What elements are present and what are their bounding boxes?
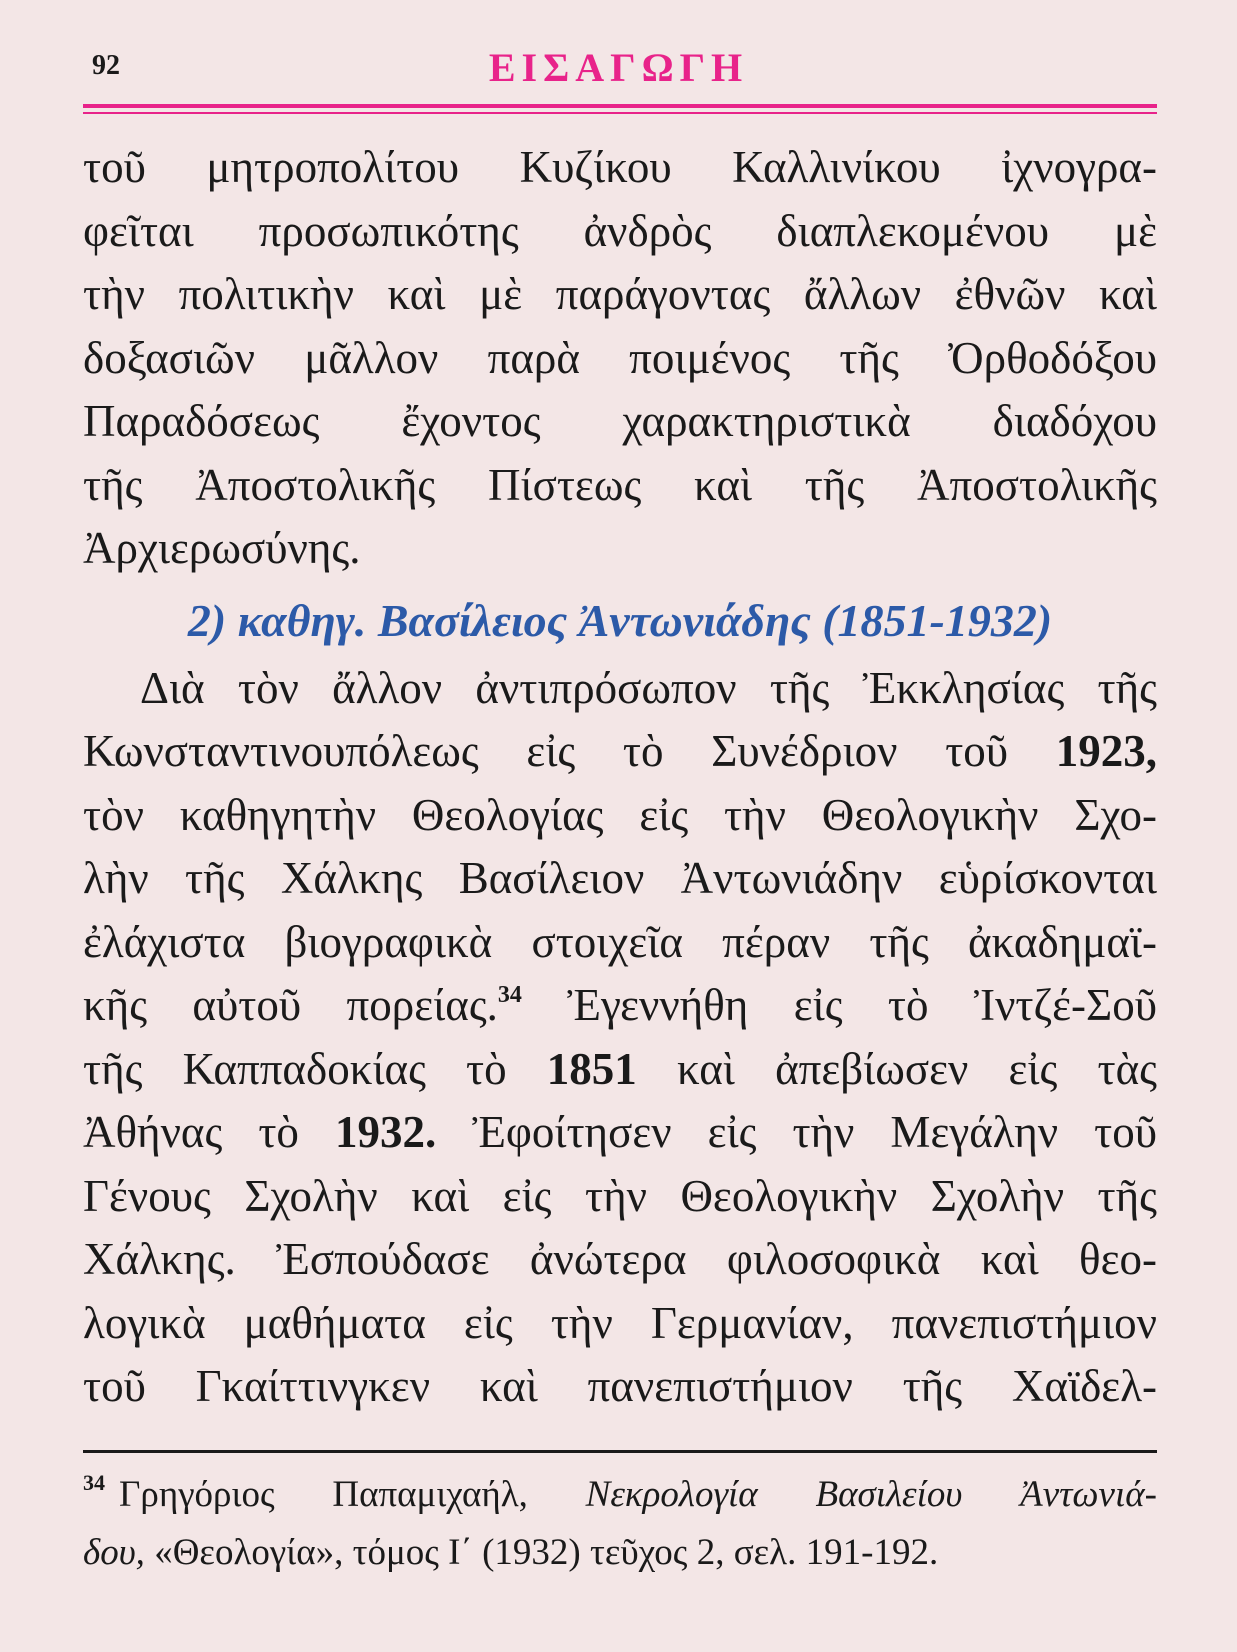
line-text: Ἐφοίτησεν εἰς τὴν Μεγάλην τοῦ bbox=[436, 1107, 1157, 1157]
body-text bbox=[83, 136, 1157, 1419]
year-1923: 1923, bbox=[1055, 726, 1157, 776]
year-1851: 1851 bbox=[546, 1043, 637, 1094]
text-line: ἐλάχιστα βιογραφικὰ στοιχεῖα πέραν τῆς ἀκαδημαϊ- bbox=[83, 916, 1157, 967]
text-line bbox=[83, 1101, 1157, 1165]
text-line: φεῖται προσωπικότης ἀνδρὸς διαπλεκομένου μὲ bbox=[83, 205, 1157, 256]
text-line: λογικὰ μαθήματα εἰς τὴν Γερμανίαν, πανεπιστήμιον bbox=[83, 1297, 1157, 1348]
footnote-number: 34 bbox=[83, 1470, 105, 1495]
footnote-line bbox=[83, 1524, 1157, 1582]
text-line bbox=[83, 1038, 1157, 1102]
text-line bbox=[83, 720, 1157, 784]
footnote-rule bbox=[83, 1450, 1157, 1453]
text-line: τὸν καθηγητὴν Θεολογίας εἰς τὴν Θεολογικὴν Σχο- bbox=[83, 789, 1157, 840]
footnote-reference[interactable]: 34 bbox=[497, 982, 522, 1008]
text-line: Διὰ τὸν ἄλλον ἀντιπρόσωπον τῆς Ἐκκλησίας τῆς bbox=[140, 662, 1157, 713]
line-text: τῆς Καππαδοκίας τὸ bbox=[83, 1043, 547, 1094]
line-text: Ἀθήνας τὸ bbox=[83, 1107, 335, 1157]
line-text: κῆς αὐτοῦ πορείας. bbox=[83, 980, 498, 1030]
footnote-title: δου, bbox=[83, 1532, 145, 1573]
footnote-author: Γρηγόριος Παπαμιχαήλ, bbox=[119, 1474, 586, 1515]
text-line bbox=[83, 974, 1157, 1038]
text-line: Παραδόσεως ἔχοντος χαρακτηριστικὰ διαδόχου bbox=[83, 396, 1157, 446]
year-1932: 1932. bbox=[334, 1107, 437, 1157]
line-text: καὶ ἀπεβίωσεν εἰς τὰς bbox=[636, 1043, 1157, 1094]
footnote bbox=[83, 1466, 1157, 1582]
line-text: Κωνσταντινουπόλεως εἰς τὸ Συνέδριον τοῦ bbox=[83, 726, 1056, 776]
header-rule bbox=[83, 104, 1157, 114]
text-line: Ἀρχιερωσύνης. bbox=[83, 523, 361, 573]
line-text: Ἐγεννήθη εἰς τὸ Ἰντζέ-Σοῦ bbox=[521, 980, 1157, 1030]
text-line: τὴν πολιτικὴν καὶ μὲ παράγοντας ἄλλων ἐθνῶν καὶ bbox=[83, 269, 1157, 319]
text-line: τῆς Ἀποστολικῆς Πίστεως καὶ τῆς Ἀποστολικῆς bbox=[83, 459, 1157, 510]
text-line: τοῦ μητροπολίτου Κυζίκου Καλλινίκου ἰχνογρα- bbox=[83, 142, 1157, 192]
text-line: Γένους Σχολὴν καὶ εἰς τὴν Θεολογικὴν Σχολὴν τῆς bbox=[83, 1170, 1157, 1221]
footnote-source: «Θεολογία», τόμος Ι΄ (1932) τεῦχος 2, σελ. 191-192. bbox=[144, 1532, 939, 1573]
section-heading: 2) καθηγ. Βασίλειος Ἀντωνιάδης (1851-1932) bbox=[187, 594, 1053, 646]
footnote-title: Νεκρολογία Βασιλείου Ἀντωνιά- bbox=[585, 1474, 1157, 1515]
text-line: τοῦ Γκαίττινγκεν καὶ πανεπιστήμιον τῆς Χαϊδελ- bbox=[83, 1361, 1157, 1411]
page-number: 92 bbox=[92, 50, 120, 81]
running-title: ΕΙΣΑΓΩΓΗ bbox=[488, 45, 749, 90]
footnote-line bbox=[83, 1466, 1157, 1524]
text-line: Χάλκης. Ἐσπούδασε ἀνώτερα φιλοσοφικὰ καὶ θεο- bbox=[83, 1234, 1157, 1284]
text-line: λὴν τῆς Χάλκης Βασίλειον Ἀντωνιάδην εὑρίσκονται bbox=[83, 853, 1157, 903]
text-line: δοξασιῶν μᾶλλον παρὰ ποιμένος τῆς Ὀρθοδόξου bbox=[83, 332, 1157, 383]
